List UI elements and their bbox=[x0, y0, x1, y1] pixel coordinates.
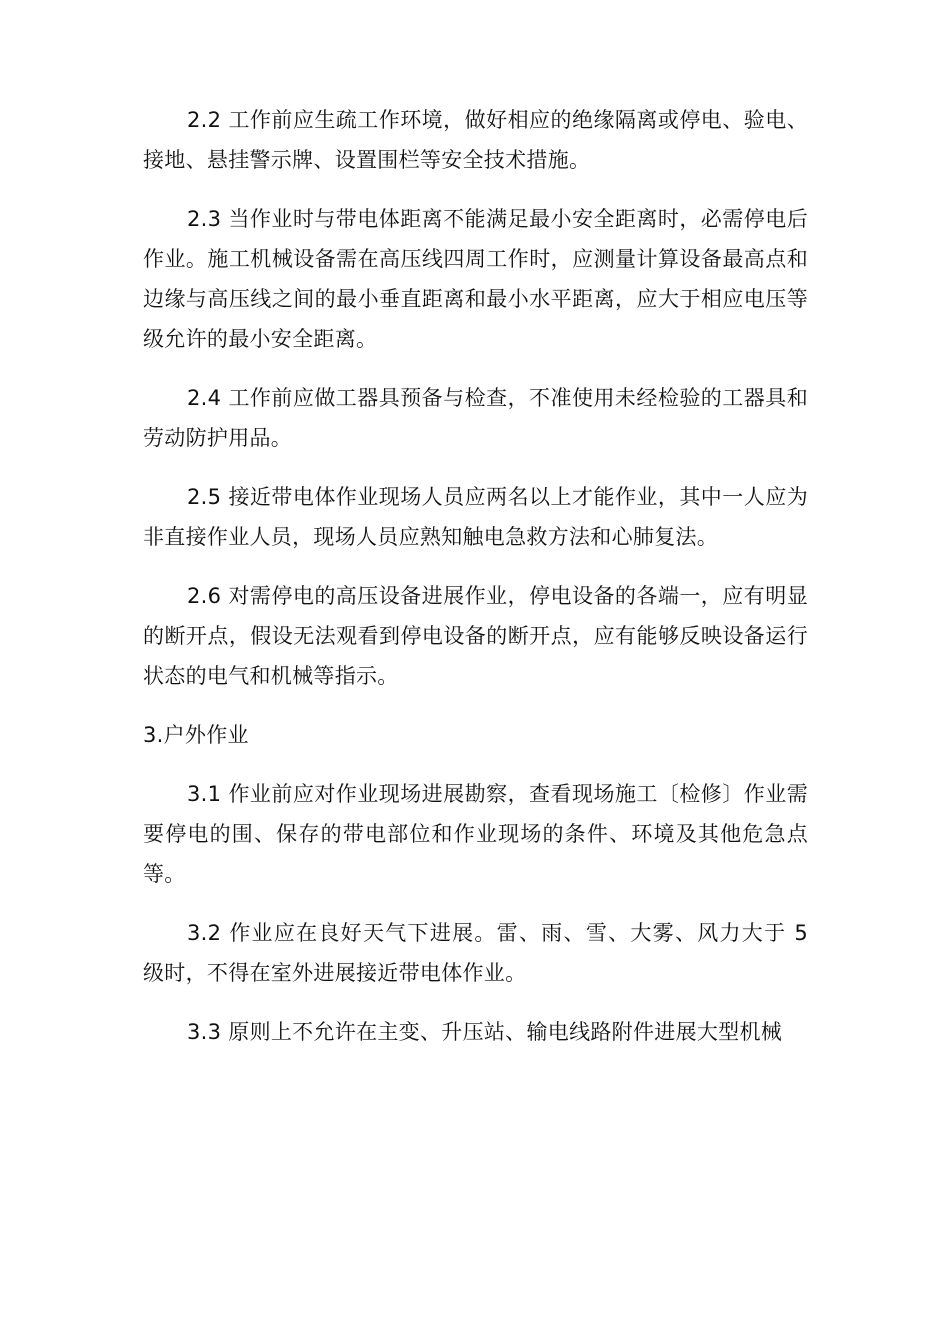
paragraph-3-1: 3.1 作业前应对作业现场进展勘察，查看现场施工〔检修〕作业需要停电的围、保存的带电部位和作业现场的条件、环境及其他危急点等。 bbox=[143, 782, 808, 886]
section-heading-3: 3.户外作业 bbox=[143, 723, 249, 747]
paragraph-2-4: 2.4 工作前应做工器具预备与检查，不准使用未经检验的工器具和劳动防护用品。 bbox=[143, 386, 808, 450]
paragraph-2-3: 2.3 当作业时与带电体距离不能满足最小安全距离时，必需停电后作业。施工机械设备需在高压线四周工作时，应测量计算设备最高点和边缘与高压线之间的最小垂直距离和最小水平距离，应大于相应电压等级允许的最小安全距离。 bbox=[143, 207, 808, 351]
paragraph-2-5: 2.5 接近带电体作业现场人员应两名以上才能作业，其中一人应为非直接作业人员，现场人员应熟知触电急救方法和心肺复法。 bbox=[143, 485, 808, 549]
paragraph-2-2: 2.2 工作前应生疏工作环境，做好相应的绝缘隔离或停电、验电、接地、悬挂警示牌、设置围栏等安全技术措施。 bbox=[143, 108, 808, 172]
document-body bbox=[143, 100, 808, 1071]
paragraph-3-2: 3.2 作业应在良好天气下进展。雷、雨、雪、大雾、风力大于 5 级时，不得在室外进展接近带电体作业。 bbox=[143, 921, 808, 985]
paragraph-3-3: 3.3 原则上不允许在主变、升压站、输电线路附件进展大型机械 bbox=[187, 1020, 783, 1044]
paragraph-2-6: 2.6 对需停电的高压设备进展作业，停电设备的各端一，应有明显的断开点，假设无法观看到停电设备的断开点，应有能够反映设备运行状态的电气和机械等指示。 bbox=[143, 584, 808, 688]
